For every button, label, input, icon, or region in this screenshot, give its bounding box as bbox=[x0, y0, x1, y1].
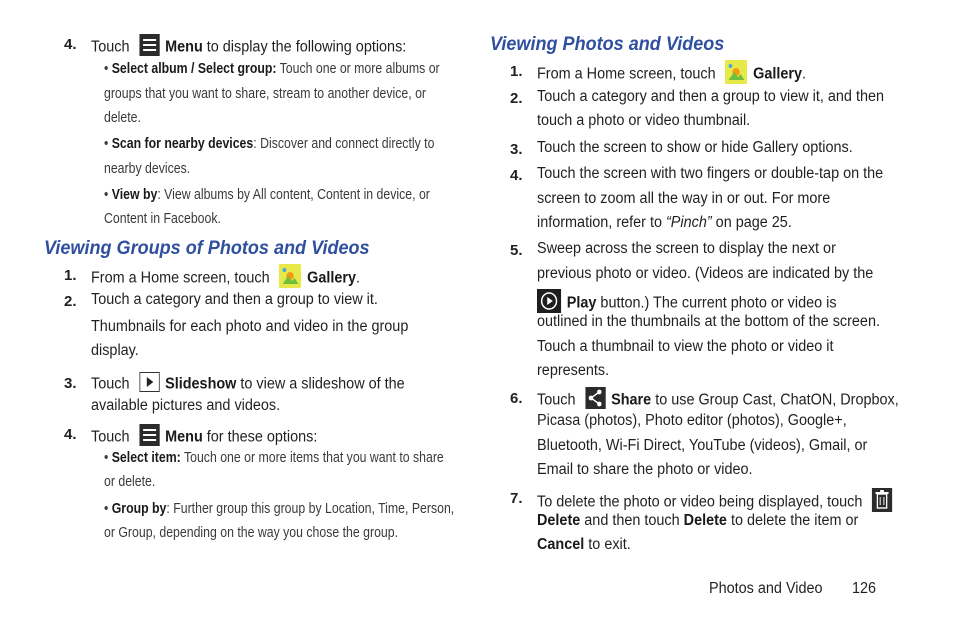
menu-icon bbox=[139, 34, 159, 61]
step-text: Thumbnails for each photo and video in the group bbox=[91, 318, 409, 335]
step-number: 5. bbox=[510, 242, 523, 259]
step-number: 7. bbox=[510, 490, 523, 507]
step-text: represents. bbox=[537, 362, 610, 379]
bullet-item: • View by: View albums by All content, Content in device, or bbox=[104, 186, 430, 203]
bullet-text: groups that you want to share, stream to another device, or bbox=[104, 85, 427, 102]
bullet-item: • Select album / Select group: Touch one or more albums or bbox=[104, 60, 440, 77]
step-text: touch a photo or video thumbnail. bbox=[537, 112, 751, 129]
slideshow-icon bbox=[139, 372, 159, 397]
bullet-item: • Select item: Touch one or more items that you want to share bbox=[104, 449, 444, 466]
footer-section: Photos and Video bbox=[709, 580, 823, 597]
step-number: 4. bbox=[510, 167, 523, 184]
step-line: Play button.) The current photo or video is bbox=[537, 289, 837, 318]
page-number: 126 bbox=[852, 580, 877, 597]
step-line: information, refer to “Pinch” on page 25. bbox=[537, 214, 792, 231]
bullet-text: Content in Facebook. bbox=[104, 210, 221, 227]
bullet-item: • Scan for nearby devices: Discover and connect directly to bbox=[104, 135, 435, 152]
step-number: 6. bbox=[510, 390, 523, 407]
step-line: To delete the photo or video being displayed, touch bbox=[537, 488, 898, 517]
bullet-item: • Group by: Further group this group by Location, Time, Person, bbox=[104, 500, 455, 517]
share-icon bbox=[585, 387, 605, 414]
step-text: available pictures and videos. bbox=[91, 397, 281, 414]
step-text: display. bbox=[91, 342, 139, 359]
step-line: Touch Menu for these options: bbox=[91, 424, 317, 451]
bullet-text: delete. bbox=[104, 109, 141, 126]
step-number: 1. bbox=[510, 63, 523, 80]
gallery-icon bbox=[279, 264, 301, 293]
step-text: Email to share the photo or video. bbox=[537, 461, 753, 478]
step-line: From a Home screen, touch Gallery. bbox=[91, 264, 360, 293]
step-number: 2. bbox=[64, 293, 77, 310]
step-line: Touch Slideshow to view a slideshow of the bbox=[91, 372, 405, 397]
section-heading: Viewing Groups of Photos and Videos bbox=[44, 238, 370, 259]
step-line: Cancel to exit. bbox=[537, 536, 631, 553]
step-line: Touch Share to use Group Cast, ChatON, Dropbox, bbox=[537, 387, 899, 414]
step-text: Sweep across the screen to display the next or bbox=[537, 240, 836, 257]
step-number: 2. bbox=[510, 90, 523, 107]
step-text: Bluetooth, Wi-Fi Direct, YouTube (videos), Gmail, or bbox=[537, 437, 868, 454]
step-text: Touch a category and then a group to view it, and then bbox=[537, 88, 885, 105]
step-text: outlined in the thumbnails at the bottom of the screen. bbox=[537, 313, 880, 330]
step-number: 4. bbox=[64, 426, 77, 443]
step-number: 3. bbox=[510, 141, 523, 158]
step-text: Touch a category and then a group to view it. bbox=[91, 291, 378, 308]
bullet-text: or delete. bbox=[104, 473, 156, 490]
menu-icon bbox=[139, 424, 159, 451]
step-number: 3. bbox=[64, 375, 77, 392]
trash-icon bbox=[872, 488, 892, 517]
step-number: 1. bbox=[64, 267, 77, 284]
step-text: Picasa (photos), Photo editor (photos), Google+, bbox=[537, 412, 847, 429]
step-text: previous photo or video. (Videos are indicated by the bbox=[537, 265, 874, 282]
bullet-text: or Group, depending on the way you chose the group. bbox=[104, 524, 399, 541]
step-text: Touch the screen with two fingers or double-tap on the bbox=[537, 165, 884, 182]
step-number: 4. bbox=[64, 36, 77, 53]
section-heading: Viewing Photos and Videos bbox=[490, 34, 725, 55]
step-line: From a Home screen, touch Gallery. bbox=[537, 60, 806, 89]
step-text: Touch the screen to show or hide Gallery options. bbox=[537, 139, 853, 156]
step-text: screen to zoom all the way in or out. For more bbox=[537, 190, 831, 207]
step-text: Touch a thumbnail to view the photo or video it bbox=[537, 338, 834, 355]
step-line: Touch Menu to display the following options: bbox=[91, 34, 406, 61]
bullet-text: nearby devices. bbox=[104, 160, 191, 177]
gallery-icon bbox=[725, 60, 747, 89]
step-line: Delete and then touch Delete to delete the item or bbox=[537, 512, 859, 529]
